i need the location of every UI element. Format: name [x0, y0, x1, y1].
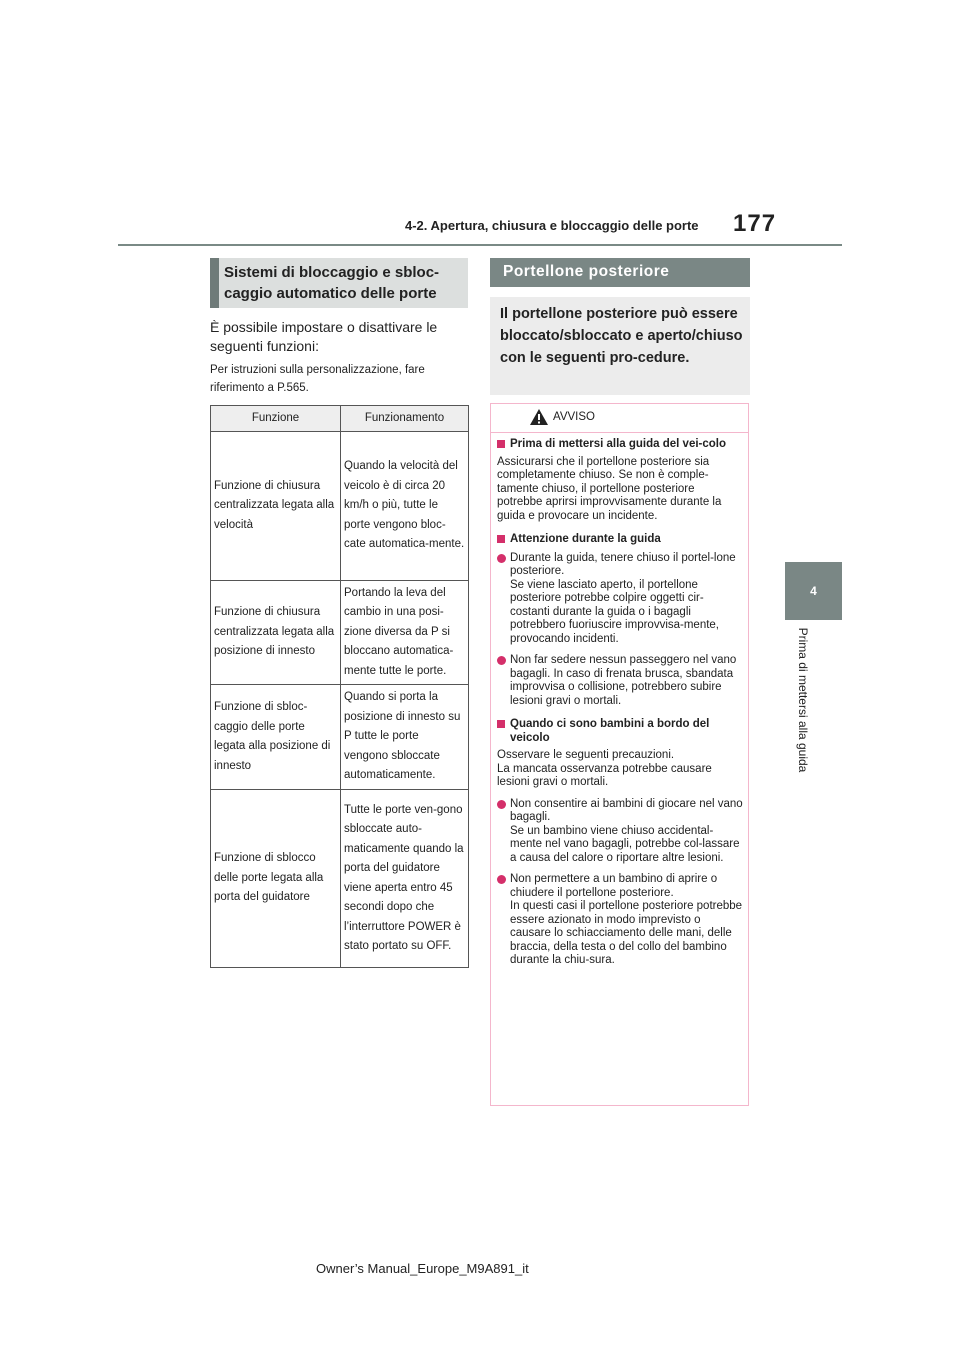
warning-body — [497, 438, 743, 976]
heading-accent-bar — [210, 258, 219, 308]
chapter-side-label: Prima di mettersi alla guida — [796, 627, 810, 773]
table-row — [211, 432, 469, 581]
page-number: 177 — [733, 210, 777, 237]
table-cell-funzionamento: Portando la leva del cambio in una posi-zione diversa da P si bloccano automatica-mente tutte le porte. — [341, 581, 469, 685]
column-header-funzione: Funzione — [211, 406, 341, 432]
warning-subheading: Quando ci sono bambini a bordo del veicolo — [497, 718, 743, 745]
warning-header — [491, 404, 748, 433]
table-cell-funzionamento: Quando si porta la posizione di innesto su P tutte le porte vengono sbloccate automaticamente. — [341, 685, 469, 790]
chapter-tab-number: 4 — [810, 584, 817, 598]
warning-paragraph: Assicurarsi che il portellone posteriore sia completamente chiuso. Se non è comple-tamente chiuso, il portellone posteriore potrebbe aprirsi improvvisamente durante la guida e provocare un incidente. — [497, 455, 722, 522]
table-cell-funzione: Funzione di chiusura centralizzata legata alla velocità — [211, 432, 341, 581]
section-heading-text: Sistemi di bloccaggio e sbloc-caggio automatico delle porte — [224, 264, 440, 302]
table-header-row — [211, 406, 469, 432]
column-header-funzionamento: Funzionamento — [341, 406, 469, 432]
table-cell-funzione: Funzione di chiusura centralizzata legata alla posizione di innesto — [211, 581, 341, 685]
footer-manual-id: Owner’s Manual_Europe_M9A891_it — [316, 1261, 529, 1276]
table-cell-funzione: Funzione di sbloc-caggio delle porte legata alla posizione di innesto — [211, 685, 341, 790]
section-heading-auto-lock — [210, 258, 468, 308]
warning-paragraph: Osservare le seguenti precauzioni. La mancata osservanza potrebbe causare lesioni gravi o mortali. — [497, 749, 712, 788]
warning-bullet: Non far sedere nessun passeggero nel vano bagagli. In caso di frenata brusca, sbandata improvvisa o collisione, potrebbero subire lesioni gravi o mortali. — [497, 654, 743, 708]
chapter-header-title: 4-2. Apertura, chiusura e bloccaggio delle porte — [405, 218, 699, 233]
customization-note: Per istruzioni sulla personalizzazione, fare riferimento a P.565. — [210, 364, 425, 394]
warning-subheading: Attenzione durante la guida — [497, 533, 743, 547]
warning-bullet: Non permettere a un bambino di aprire o chiudere il portellone posteriore. In questi casi il portellone posteriore potrebbe essere azionato in modo imprevisto o causare lo schiacciamento delle mani, delle braccia, della testa o del collo del bambino durante la chiu-sura. — [497, 873, 743, 968]
warning-bullet: Durante la guida, tenere chiuso il portel-lone posteriore. Se viene lasciato aperto, il portellone posteriore potrebbe colpire oggetti cir-costanti durante la guida o i bagagli potrebbero fuoriuscire improvvisa-mente, provocando incidenti. — [497, 552, 743, 647]
warning-bullet: Non consentire ai bambini di giocare nel vano bagagli. Se un bambino viene chiuso accidental-mente nel vano bagagli, potrebbe col-lassare a causa del calore o riportare altre lesioni. — [497, 798, 743, 866]
table-cell-funzionamento: Quando la velocità del veicolo è di circa 20 km/h o più, tutte le porte vengono bloc-cate automatica-mente. — [341, 432, 469, 581]
functions-table — [210, 405, 469, 968]
table-row — [211, 685, 469, 790]
warning-box — [490, 403, 749, 1106]
table-cell-funzionamento: Tutte le porte ven-gono sbloccate auto-maticamente quando la porta del guidatore viene aperta entro 45 secondi dopo che l’interruttore POWER è stato portato su OFF. — [341, 790, 469, 968]
tailgate-intro-text: Il portellone posteriore può essere bloccato/sbloccato e aperto/chiuso con le seguenti pro-cedure. — [500, 306, 743, 366]
warning-triangle-icon — [529, 408, 549, 426]
tailgate-intro-box — [490, 297, 750, 395]
table-cell-funzione: Funzione di sblocco delle porte legata alla porta del guidatore — [211, 790, 341, 968]
intro-paragraph: È possibile impostare o disattivare le seguenti funzioni: — [210, 319, 438, 354]
section-heading-tailgate — [490, 258, 750, 287]
chapter-tab — [785, 562, 842, 620]
warning-subheading: Prima di mettersi alla guida del vei-colo — [497, 438, 743, 452]
warning-title: AVVISO — [553, 411, 595, 423]
table-row — [211, 790, 469, 968]
section-heading-text: Portellone posteriore — [503, 263, 670, 280]
header-divider — [118, 244, 842, 246]
table-row — [211, 581, 469, 685]
